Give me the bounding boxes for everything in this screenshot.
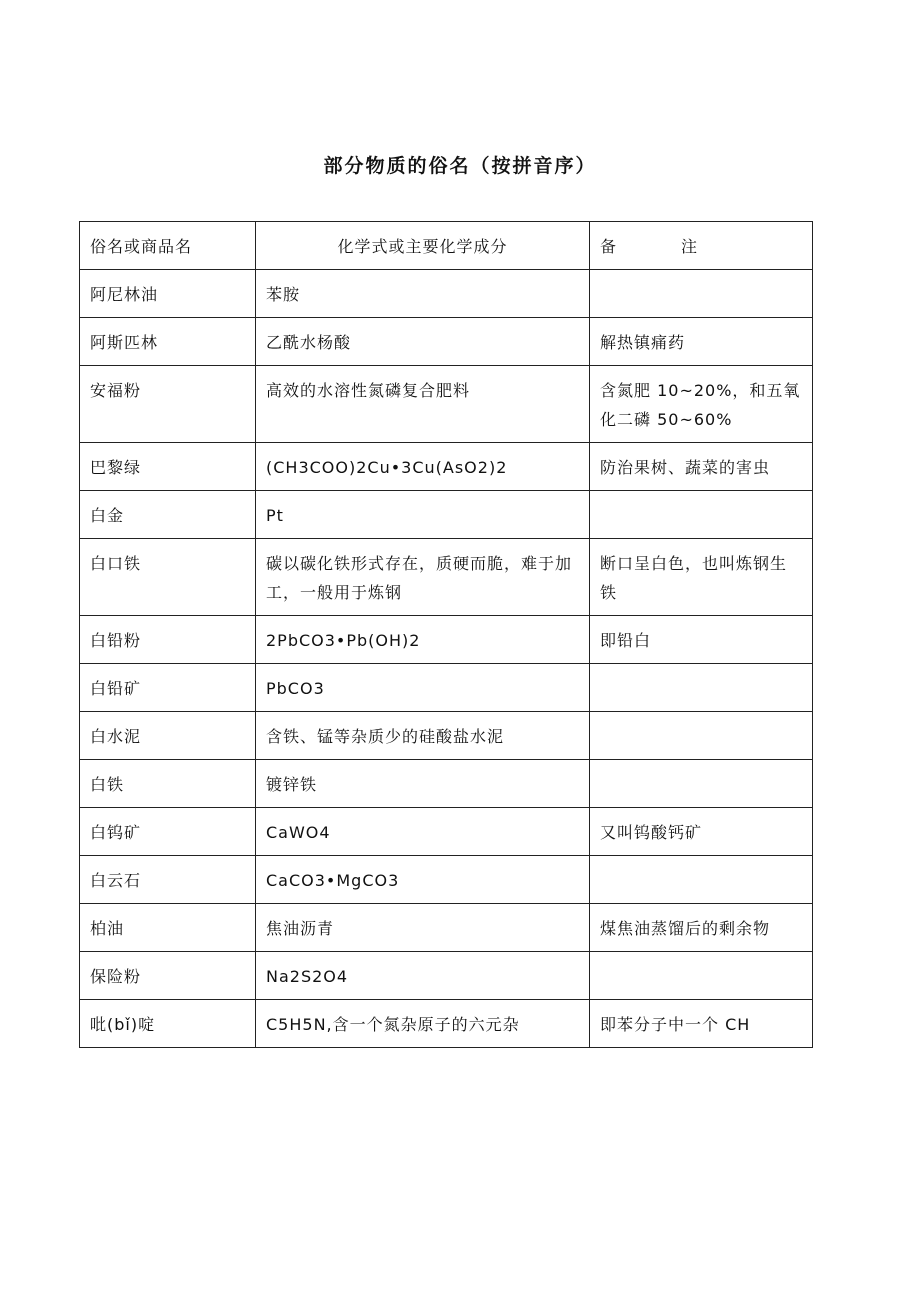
table-row: [80, 664, 813, 712]
cell-name: 白铅矿: [80, 664, 256, 712]
table-row: [80, 318, 813, 366]
cell-remark: 即苯分子中一个 CH: [590, 1000, 813, 1048]
cell-formula: Na2S2O4: [256, 952, 590, 1000]
cell-remark: 含氮肥 10~20%，和五氧化二磷 50~60%: [590, 366, 813, 443]
table-row: [80, 270, 813, 318]
cell-remark: 煤焦油蒸馏后的剩余物: [590, 904, 813, 952]
cell-remark: 即铅白: [590, 616, 813, 664]
cell-name: 白铅粉: [80, 616, 256, 664]
cell-remark: [590, 712, 813, 760]
table-row: [80, 491, 813, 539]
cell-formula: 苯胺: [256, 270, 590, 318]
cell-name: 白钨矿: [80, 808, 256, 856]
cell-formula: 碳以碳化铁形式存在，质硬而脆，难于加工，一般用于炼钢: [256, 539, 590, 616]
cell-formula: Pt: [256, 491, 590, 539]
table-row: [80, 856, 813, 904]
cell-formula: 2PbCO3•Pb(OH)2: [256, 616, 590, 664]
table-row: [80, 904, 813, 952]
cell-name: 白铁: [80, 760, 256, 808]
cell-remark: 防治果树、蔬菜的害虫: [590, 443, 813, 491]
cell-remark: 断口呈白色，也叫炼钢生铁: [590, 539, 813, 616]
cell-name: 柏油: [80, 904, 256, 952]
cell-name: 阿尼林油: [80, 270, 256, 318]
cell-formula: 含铁、锰等杂质少的硅酸盐水泥: [256, 712, 590, 760]
cell-remark: [590, 760, 813, 808]
cell-name: 白云石: [80, 856, 256, 904]
cell-remark: [590, 952, 813, 1000]
table-row: [80, 712, 813, 760]
cell-name: 阿斯匹林: [80, 318, 256, 366]
cell-formula: 焦油沥青: [256, 904, 590, 952]
cell-remark: [590, 664, 813, 712]
table-row: [80, 952, 813, 1000]
cell-name: 安福粉: [80, 366, 256, 443]
table-row: [80, 808, 813, 856]
cell-formula: PbCO3: [256, 664, 590, 712]
table-row: [80, 1000, 813, 1048]
cell-name: 白金: [80, 491, 256, 539]
header-remark: [590, 222, 813, 270]
cell-name: 保险粉: [80, 952, 256, 1000]
cell-formula: (CH3COO)2Cu•3Cu(AsO2)2: [256, 443, 590, 491]
table-row: [80, 760, 813, 808]
cell-remark: [590, 270, 813, 318]
table-row: [80, 443, 813, 491]
header-remark-b: 注: [681, 237, 699, 256]
table-row: [80, 366, 813, 443]
cell-formula: 乙酰水杨酸: [256, 318, 590, 366]
header-formula: 化学式或主要化学成分: [256, 222, 590, 270]
table-row: [80, 616, 813, 664]
cell-formula: C5H5N,含一个氮杂原子的六元杂: [256, 1000, 590, 1048]
cell-name: 巴黎绿: [80, 443, 256, 491]
cell-remark: [590, 491, 813, 539]
cell-formula: 高效的水溶性氮磷复合肥料: [256, 366, 590, 443]
names-table: [79, 221, 813, 1048]
cell-formula: 镀锌铁: [256, 760, 590, 808]
table-row: [80, 539, 813, 616]
cell-remark: 又叫钨酸钙矿: [590, 808, 813, 856]
header-remark-a: 备: [600, 237, 618, 256]
cell-remark: [590, 856, 813, 904]
cell-name: 白水泥: [80, 712, 256, 760]
page-title: 部分物质的俗名（按拼音序）: [323, 155, 597, 177]
cell-name: 白口铁: [80, 539, 256, 616]
header-name: 俗名或商品名: [80, 222, 256, 270]
cell-formula: CaCO3•MgCO3: [256, 856, 590, 904]
table-header-row: [80, 222, 813, 270]
cell-name: 吡(bǐ)啶: [80, 1000, 256, 1048]
cell-formula: CaWO4: [256, 808, 590, 856]
cell-remark: 解热镇痛药: [590, 318, 813, 366]
